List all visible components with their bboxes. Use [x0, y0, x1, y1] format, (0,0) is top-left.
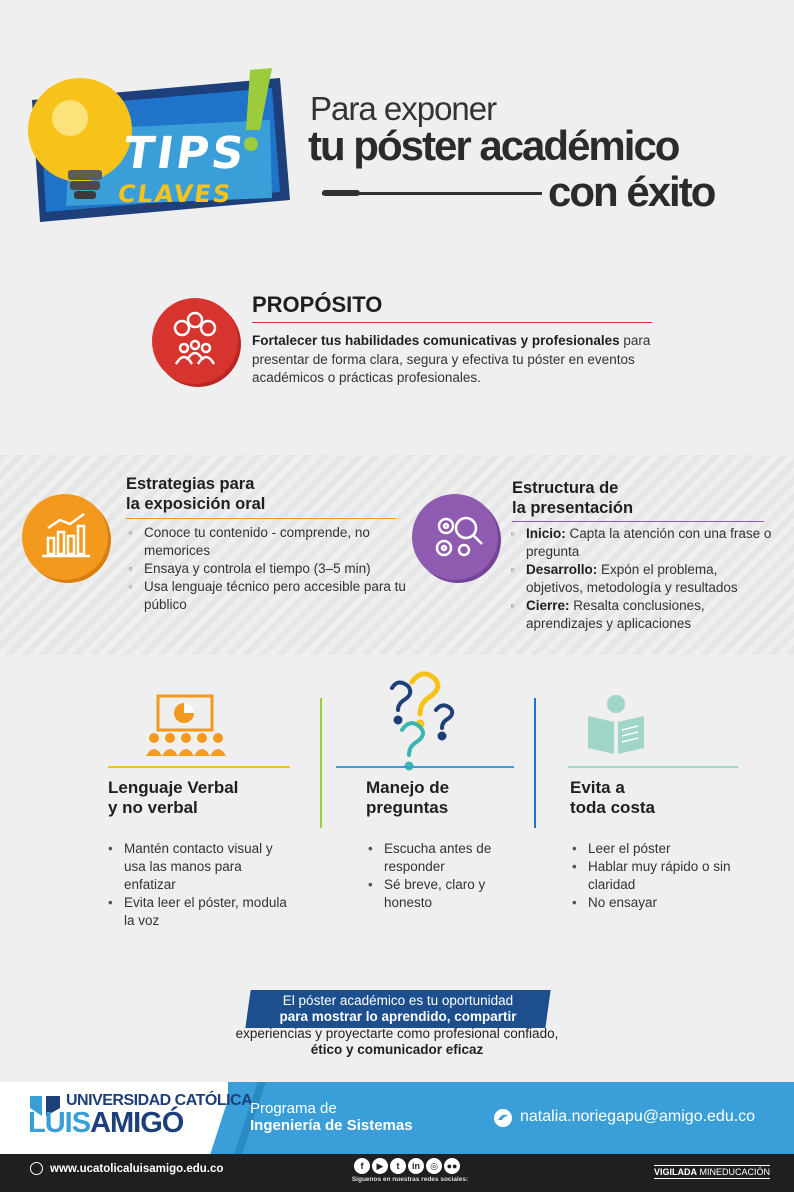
badge-claves-text: CLAVES: [116, 180, 235, 208]
strategies-divider: [126, 518, 396, 519]
contact-email[interactable]: natalia.noriegapu@amigo.edu.co: [520, 1108, 756, 1125]
avoid-title-line1: Evita a: [570, 778, 625, 797]
university-name-line2: [28, 1107, 183, 1140]
university-name-line1: UNIVERSIDAD CATÓLICA: [66, 1092, 253, 1109]
verbal-title: [108, 778, 238, 818]
list-item: • Sé breve, claro y honesto: [366, 876, 516, 912]
structure-title-line1: Estructura de: [512, 479, 619, 497]
avoid-title: [570, 778, 655, 818]
strategies-title-line1: Estrategias para: [126, 475, 255, 493]
page-title-line1: Para exponer: [310, 90, 497, 127]
email-icon: [494, 1109, 512, 1127]
note-line4: ético y comunicador eficaz: [310, 1042, 484, 1057]
structure-item-text: Expón el problema, objetivos, metodología y resultados: [526, 562, 738, 595]
vigilada-label: [654, 1165, 770, 1179]
list-item: • No ensayar: [570, 894, 760, 912]
questions-divider: [336, 766, 514, 768]
structure-item-text: Capta la atención con una frase o pregunta: [526, 526, 772, 559]
website-link[interactable]: www.ucatolicaluisamigo.edu.co: [50, 1163, 224, 1175]
avoid-title-line2: toda costa: [570, 798, 656, 817]
purpose-divider: [252, 322, 652, 323]
verbal-title-line2: y no verbal: [108, 798, 198, 817]
strategies-title: [126, 474, 265, 514]
list-item: • Hablar muy rápido o sin claridad: [570, 858, 760, 894]
structure-item-label: Desarrollo:: [526, 562, 598, 577]
structure-divider: [512, 521, 764, 522]
note-line3: experiencias y proyectarte como profesional confiado,: [235, 1026, 559, 1041]
structure-item-text: Resalta conclusiones, aprendizajes y aplicaciones: [526, 598, 705, 631]
linkedin-icon[interactable]: in: [408, 1158, 424, 1174]
globe-icon: [30, 1162, 43, 1175]
structure-item-label: Inicio:: [526, 526, 566, 541]
social-caption: Síguenos en nuestras redes sociales:: [351, 1176, 469, 1183]
flickr-icon[interactable]: ●●: [444, 1158, 460, 1174]
list-item: [508, 597, 778, 633]
structure-title: [512, 478, 633, 518]
list-item: [508, 561, 778, 597]
page-title-line2: tu póster académico: [308, 122, 679, 169]
list-item: • Leer el póster: [570, 840, 760, 858]
list-item: ◦ Ensaya y controla el tiempo (3–5 min): [126, 560, 406, 578]
people-speech-icon: [152, 298, 238, 384]
youtube-icon[interactable]: ▶: [372, 1158, 388, 1174]
verbal-list: [106, 840, 296, 930]
list-item: • Escucha antes de responder: [366, 840, 516, 876]
facebook-icon[interactable]: f: [354, 1158, 370, 1174]
list-item: [508, 525, 778, 561]
column-separator-1: [320, 698, 322, 828]
twitter-icon[interactable]: t: [390, 1158, 406, 1174]
gears-magnifier-icon: [412, 494, 498, 580]
vigilada-text-b: MINEDUCACIÓN: [699, 1167, 771, 1177]
person-reading-icon: [584, 692, 648, 756]
note-line1: El póster académico es tu oportunidad: [282, 993, 514, 1008]
questions-list: [366, 840, 516, 912]
questions-title: [366, 778, 449, 818]
list-item: • Mantén contacto visual y usa las manos para enfatizar: [106, 840, 296, 894]
avoid-list: [570, 840, 760, 912]
purpose-text-rest: para presentar de forma clara, segura y efectiva tu póster en eventos académicos o prácticas profesionales.: [252, 333, 651, 385]
vigilada-text-a: VIGILADA: [654, 1167, 698, 1177]
purpose-text-bold: Fortalecer tus habilidades comunicativas y profesionales: [252, 333, 620, 348]
growth-chart-icon: [22, 494, 108, 580]
list-item: ◦ Usa lenguaje técnico pero accesible para tu público: [126, 578, 406, 614]
verbal-divider: [108, 766, 290, 768]
verbal-title-line1: Lenguaje Verbal: [108, 778, 239, 797]
instagram-icon[interactable]: ◎: [426, 1158, 442, 1174]
question-marks-icon: [378, 662, 468, 774]
university-name-amigo: AMIGÓ: [90, 1107, 184, 1139]
title-underline-cap: [322, 190, 360, 196]
questions-title-line2: preguntas: [366, 798, 449, 817]
strategies-title-line2: la exposición oral: [126, 495, 266, 513]
column-separator-2: [534, 698, 536, 828]
presentation-audience-icon: [144, 694, 228, 758]
list-item: • Evita leer el póster, modula la voz: [106, 894, 296, 930]
avoid-divider: [568, 766, 738, 768]
purpose-text: [252, 332, 652, 388]
program-line1: Programa de: [250, 1100, 337, 1117]
badge-tips-text: TIPS: [120, 128, 250, 179]
purpose-title: PROPÓSITO: [252, 292, 383, 317]
structure-title-line2: la presentación: [512, 499, 634, 517]
note-line2: para mostrar lo aprendido, compartir: [279, 1009, 517, 1024]
university-name-luis: LUIS: [28, 1107, 91, 1139]
program-line2: Ingeniería de Sistemas: [250, 1117, 413, 1134]
questions-title-line1: Manejo de: [366, 778, 450, 797]
structure-item-label: Cierre:: [526, 598, 570, 613]
structure-list: [508, 525, 778, 633]
strategies-list: [126, 524, 406, 614]
list-item: ◦ Conoce tu contenido - comprende, no memorices: [126, 524, 406, 560]
page-title-line3: con éxito: [548, 168, 715, 215]
